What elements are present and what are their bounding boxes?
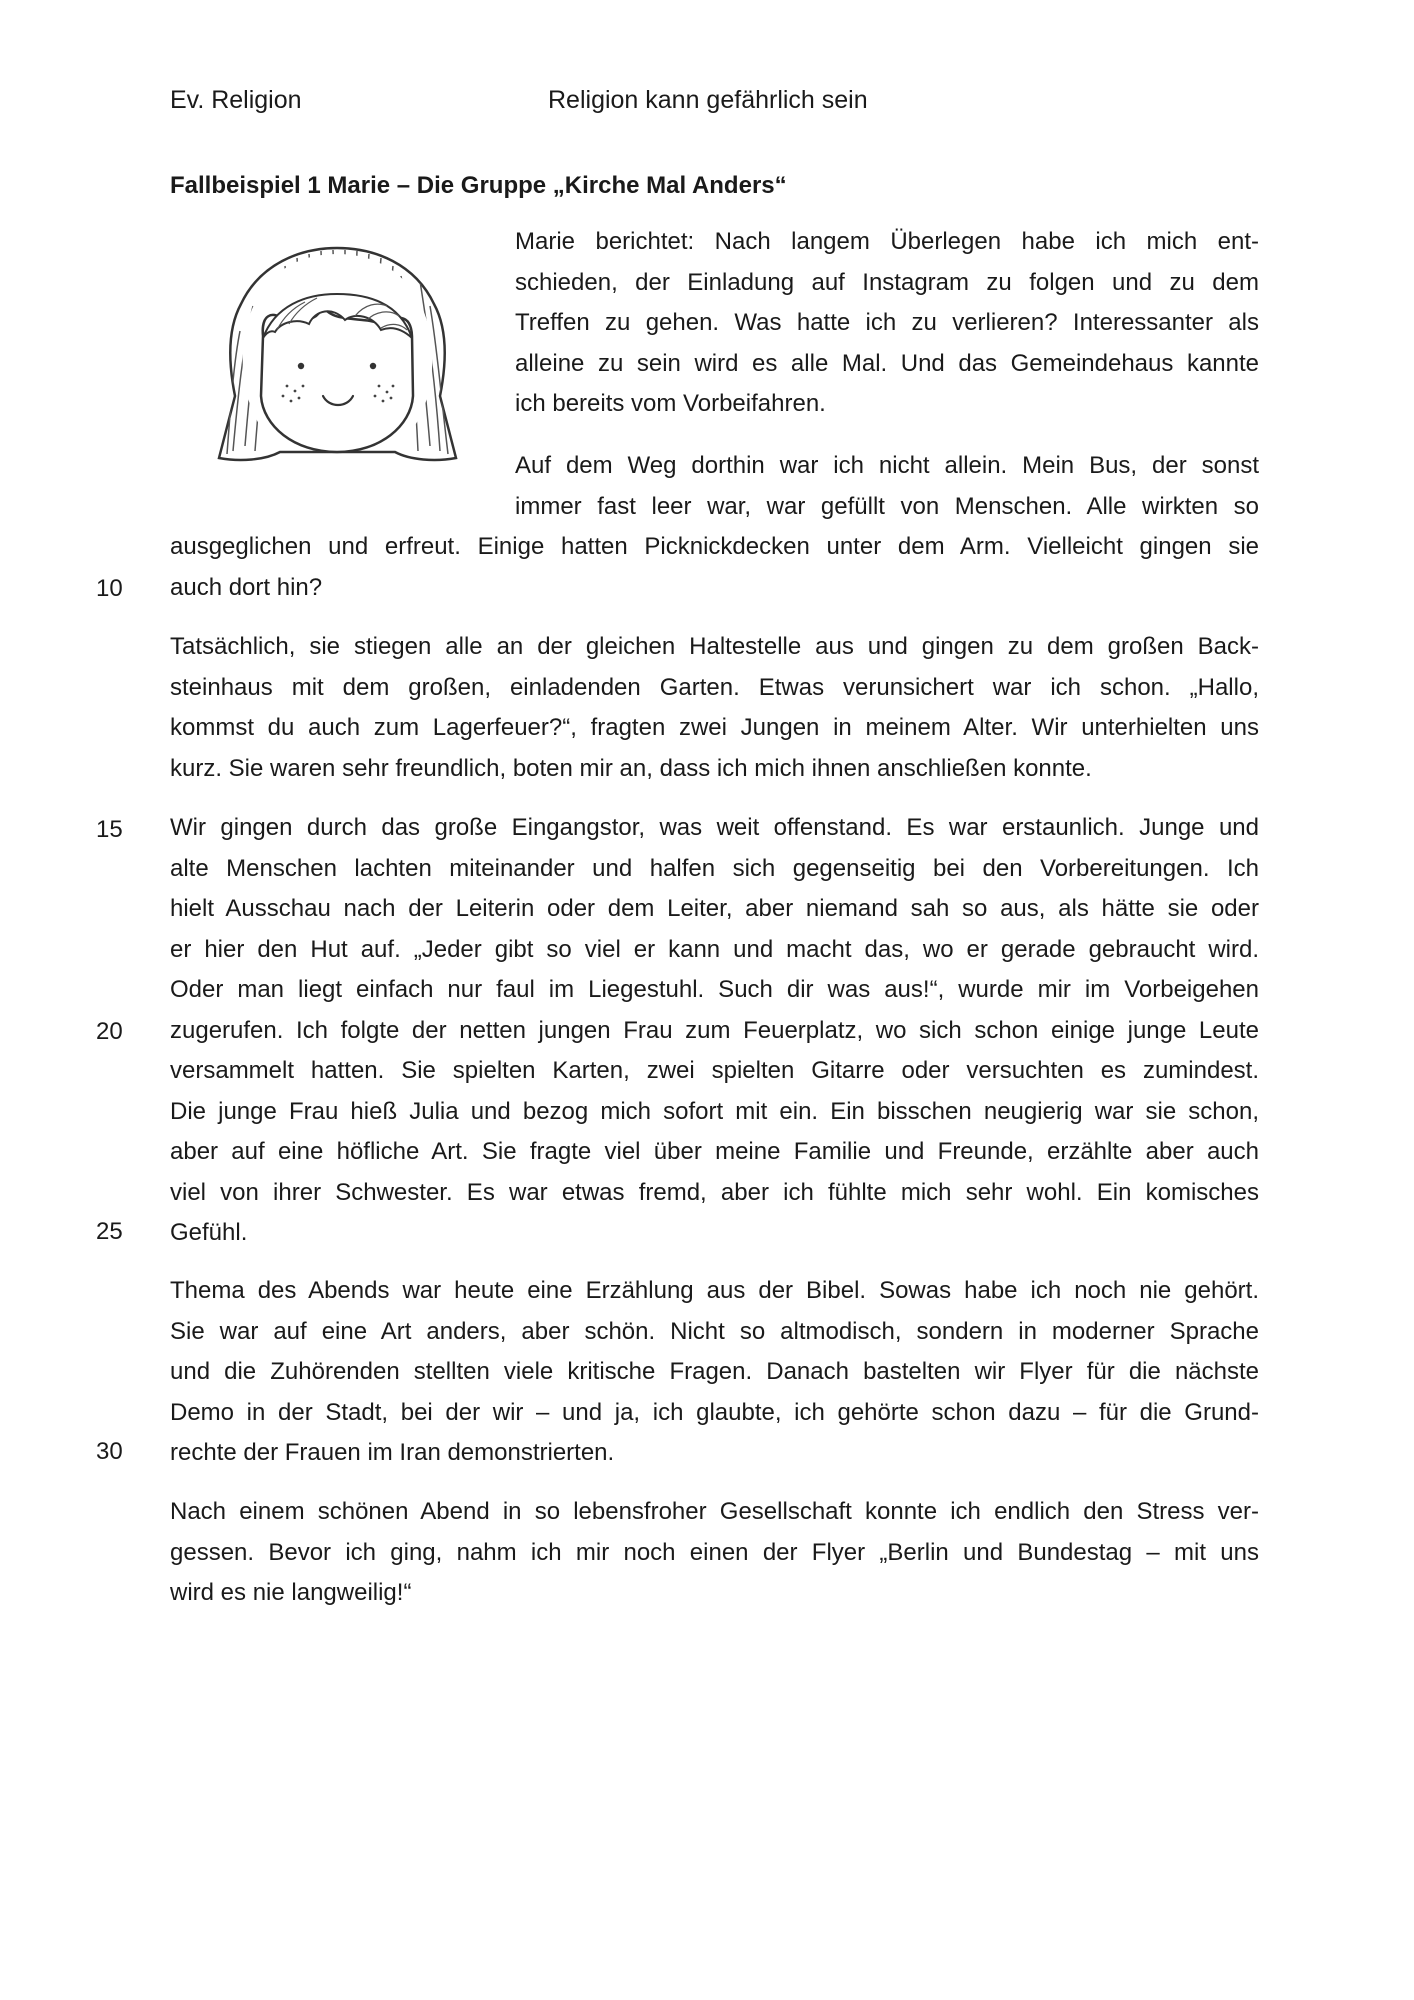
line-number: 15 xyxy=(96,816,123,843)
text-line: schieden, der Einladung auf Instagram zu folgen und zu dem xyxy=(515,268,1259,296)
text-line: zugerufen. Ich folgte der netten jungen Frau zum Feuerplatz, wo sich schon einige junge Leute xyxy=(170,1016,1259,1044)
text-line: Treffen zu gehen. Was hatte ich zu verlieren? Interessanter als xyxy=(515,309,1259,336)
text-line: gessen. Bevor ich ging, nahm ich mir noch einen der Flyer „Berlin und Bundestag – mit uns xyxy=(170,1538,1259,1566)
paragraph-bus-part2 xyxy=(170,527,1259,608)
text-line: versammelt hatten. Sie spielten Karten, zwei spielten Gitarre oder versuchten es zumindest. xyxy=(170,1057,1259,1084)
text-line: Gefühl. xyxy=(170,1219,248,1246)
text-line: Tatsächlich, sie stiegen alle an der gleichen Haltestelle aus und gingen zu dem großen Back- xyxy=(170,633,1259,660)
girl-face-illustration xyxy=(205,246,470,472)
text-line: Wir gingen durch das große Eingangstor, was weit offenstand. Es war erstaunlich. Junge und xyxy=(170,814,1259,841)
text-line: auch dort hin? xyxy=(170,573,323,601)
line-number: 25 xyxy=(96,1218,123,1245)
text-line: wird es nie langweilig!“ xyxy=(170,1579,412,1606)
text-line: er hier den Hut auf. „Jeder gibt so viel er kann und macht das, wo er gerade gebraucht wird. xyxy=(170,935,1259,963)
text-line: Nach einem schönen Abend in so lebensfroher Gesellschaft konnte ich endlich den Stress ver- xyxy=(170,1498,1259,1525)
paragraph-bus-part1 xyxy=(515,446,1259,527)
text-line: Auf dem Weg dorthin war ich nicht allein. Mein Bus, der sonst xyxy=(515,452,1259,479)
text-line: alleine zu sein wird es alle Mal. Und das Gemeindehaus kannte xyxy=(515,349,1259,377)
paragraph-intro xyxy=(515,222,1259,425)
text-line: ausgeglichen und erfreut. Einige hatten Picknickdecken unter dem Arm. Vielleicht gingen sie xyxy=(170,533,1259,560)
text-line: kommst du auch zum Lagerfeuer?“, fragten zwei Jungen in meinem Alter. Wir unterhielten uns xyxy=(170,714,1259,741)
paragraph-bible xyxy=(170,1271,1259,1474)
text-line: immer fast leer war, war gefüllt von Menschen. Alle wirkten so xyxy=(515,492,1259,520)
text-line: Marie berichtet: Nach langem Überlegen habe ich mich ent- xyxy=(515,228,1259,255)
line-number: 30 xyxy=(96,1438,123,1465)
paragraph-arrival xyxy=(170,627,1259,789)
text-line: und die Zuhörenden stellten viele kritische Fragen. Danach bastelten wir Flyer für die nächste xyxy=(170,1358,1259,1385)
text-line: Sie war auf eine Art anders, aber schön. Nicht so altmodisch, sondern in moderner Sprache xyxy=(170,1317,1259,1345)
paragraph-ending xyxy=(170,1492,1259,1614)
text-line: hielt Ausschau nach der Leiterin oder dem Leiter, aber niemand sah so aus, als hätte sie oder xyxy=(170,895,1259,922)
header-subject: Ev. Religion xyxy=(170,86,302,114)
text-line: alte Menschen lachten miteinander und halfen sich gegenseitig bei den Vorbereitungen. Ich xyxy=(170,854,1259,882)
text-line: rechte der Frauen im Iran demonstrierten. xyxy=(170,1439,615,1466)
header-topic: Religion kann gefährlich sein xyxy=(548,86,868,114)
text-line: kurz. Sie waren sehr freundlich, boten mir an, dass ich mich ihnen anschließen konnte. xyxy=(170,754,1092,782)
text-line: Die junge Frau hieß Julia und bezog mich sofort mit ein. Ein bisschen neugierig war sie schon, xyxy=(170,1097,1259,1125)
text-line: steinhaus mit dem großen, einladenden Garten. Etwas verunsichert war ich schon. „Hallo, xyxy=(170,673,1259,701)
line-number: 20 xyxy=(96,1018,123,1045)
line-number: 10 xyxy=(96,575,123,602)
case-title: Fallbeispiel 1 Marie – Die Gruppe „Kirche Mal Anders“ xyxy=(170,172,787,199)
text-line: Oder man liegt einfach nur faul im Liegestuhl. Such dir was aus!“, wurde mir im Vorbeigehen xyxy=(170,976,1259,1003)
text-line: Thema des Abends war heute eine Erzählung aus der Bibel. Sowas habe ich noch nie gehört. xyxy=(170,1277,1259,1304)
paragraph-garden xyxy=(170,808,1259,1254)
text-line: Demo in der Stadt, bei der wir – und ja, ich glaubte, ich gehörte schon dazu – für die Grund- xyxy=(170,1398,1259,1426)
text-line: ich bereits vom Vorbeifahren. xyxy=(515,390,826,417)
text-line: viel von ihrer Schwester. Es war etwas fremd, aber ich fühlte mich sehr wohl. Ein komisches xyxy=(170,1178,1259,1206)
text-line: aber auf eine höfliche Art. Sie fragte viel über meine Familie und Freunde, erzählte aber auch xyxy=(170,1138,1259,1165)
